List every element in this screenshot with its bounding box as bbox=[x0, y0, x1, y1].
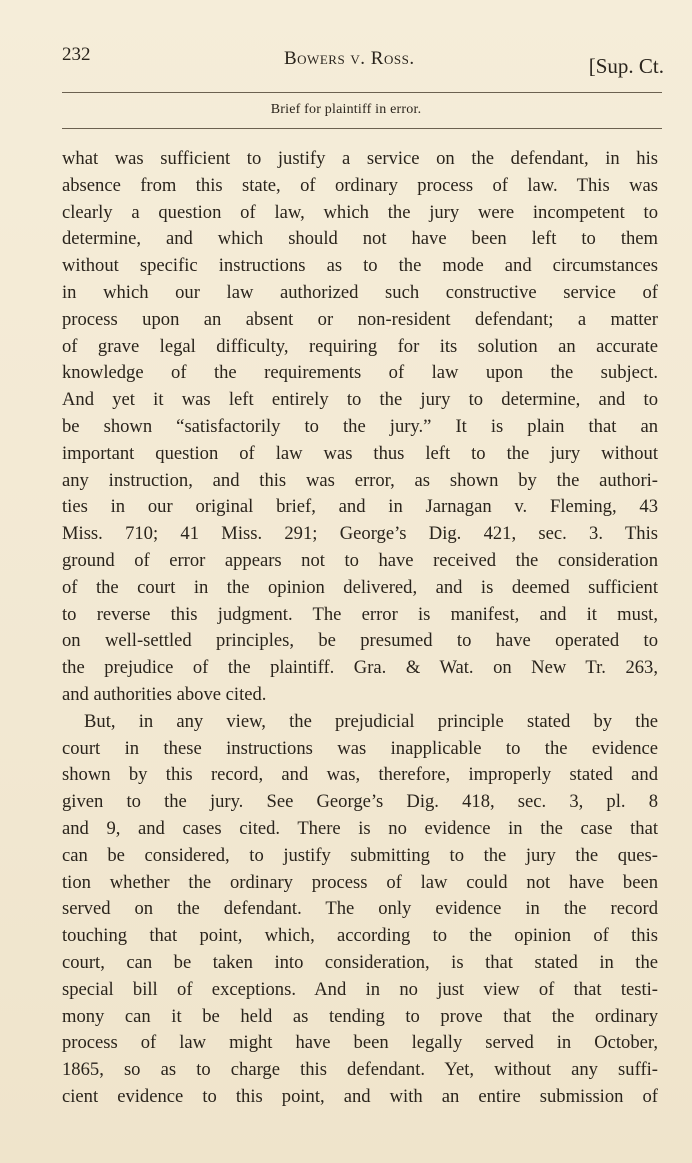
text-line: any instruction, and this was error, as shown by the authori- bbox=[62, 469, 658, 491]
case-title: Bowers v. Ross. bbox=[284, 48, 415, 69]
text-line: Miss. 710; 41 Miss. 291; George’s Dig. 421, sec. 3. This bbox=[62, 523, 658, 545]
header-rule-top bbox=[62, 92, 662, 93]
text-line: mony can it be held as tending to prove that the ordinary bbox=[62, 1005, 658, 1027]
text-line: important question of law was thus left to the jury without bbox=[62, 442, 658, 464]
page-number: 232 bbox=[62, 44, 91, 65]
header-rule-bottom bbox=[62, 128, 662, 129]
text-line: what was sufficient to justify a service on the defendant, in his bbox=[62, 148, 658, 169]
text-line: special bill of exceptions. And in no just view of that testi- bbox=[62, 978, 658, 1000]
text-line: on well-settled principles, be presumed to have operated to bbox=[62, 630, 658, 652]
text-line: and authorities above cited. bbox=[62, 683, 267, 705]
text-line: touching that point, which, according to the opinion of this bbox=[62, 925, 658, 947]
text-line: be shown “satisfactorily to the jury.” It is plain that an bbox=[62, 415, 658, 437]
text-line: in which our law authorized such constructive service of bbox=[62, 281, 658, 303]
text-line: process of law might have been legally served in October, bbox=[62, 1032, 658, 1054]
text-line: given to the jury. See George’s Dig. 418, sec. 3, pl. 8 bbox=[62, 791, 658, 813]
text-line: determine, and which should not have been left to them bbox=[62, 228, 658, 250]
court-label: [Sup. Ct. bbox=[588, 54, 664, 78]
text-line: the prejudice of the plaintiff. Gra. & Wat. on New Tr. 263, bbox=[62, 657, 658, 679]
text-line: clearly a question of law, which the jury were incompetent to bbox=[62, 201, 658, 223]
text-line: absence from this state, of ordinary process of law. This was bbox=[62, 174, 658, 196]
body-text bbox=[62, 146, 658, 1111]
text-line: And yet it was left entirely to the jury to determine, and to bbox=[62, 389, 658, 411]
text-line: can be considered, to justify submitting to the jury the ques- bbox=[62, 844, 658, 866]
text-line: of the court in the opinion delivered, and is deemed sufficient bbox=[62, 576, 658, 598]
text-line: of grave legal difficulty, requiring for its solution an accurate bbox=[62, 335, 658, 357]
text-line: process upon an absent or non-resident defendant; a matter bbox=[62, 308, 658, 330]
text-line: tion whether the ordinary process of law could not have been bbox=[62, 871, 658, 893]
section-subheading: Brief for plaintiff in error. bbox=[270, 102, 422, 117]
text-line: to reverse this judgment. The error is manifest, and it must, bbox=[62, 603, 658, 625]
text-line: knowledge of the requirements of law upon the subject. bbox=[62, 362, 658, 384]
text-line: and 9, and cases cited. There is no evidence in the case that bbox=[62, 817, 658, 839]
text-line: ties in our original brief, and in Jarnagan v. Fleming, 43 bbox=[62, 496, 658, 518]
text-line: shown by this record, and was, therefore, improperly stated and bbox=[62, 764, 658, 786]
text-line: court in these instructions was inapplicable to the evidence bbox=[62, 737, 658, 759]
text-line: 1865, so as to charge this defendant. Yet, without any suffi- bbox=[62, 1059, 658, 1081]
text-line: without specific instructions as to the mode and circumstances bbox=[62, 255, 658, 277]
text-line: served on the defendant. The only evidence in the record bbox=[62, 898, 658, 920]
text-line: But, in any view, the prejudicial principle stated by the bbox=[84, 710, 658, 732]
text-line: ground of error appears not to have received the consideration bbox=[62, 549, 658, 571]
text-line: cient evidence to this point, and with an entire submission of bbox=[62, 1085, 658, 1107]
running-head bbox=[58, 40, 664, 80]
text-line: court, can be taken into consideration, is that stated in the bbox=[62, 951, 658, 973]
